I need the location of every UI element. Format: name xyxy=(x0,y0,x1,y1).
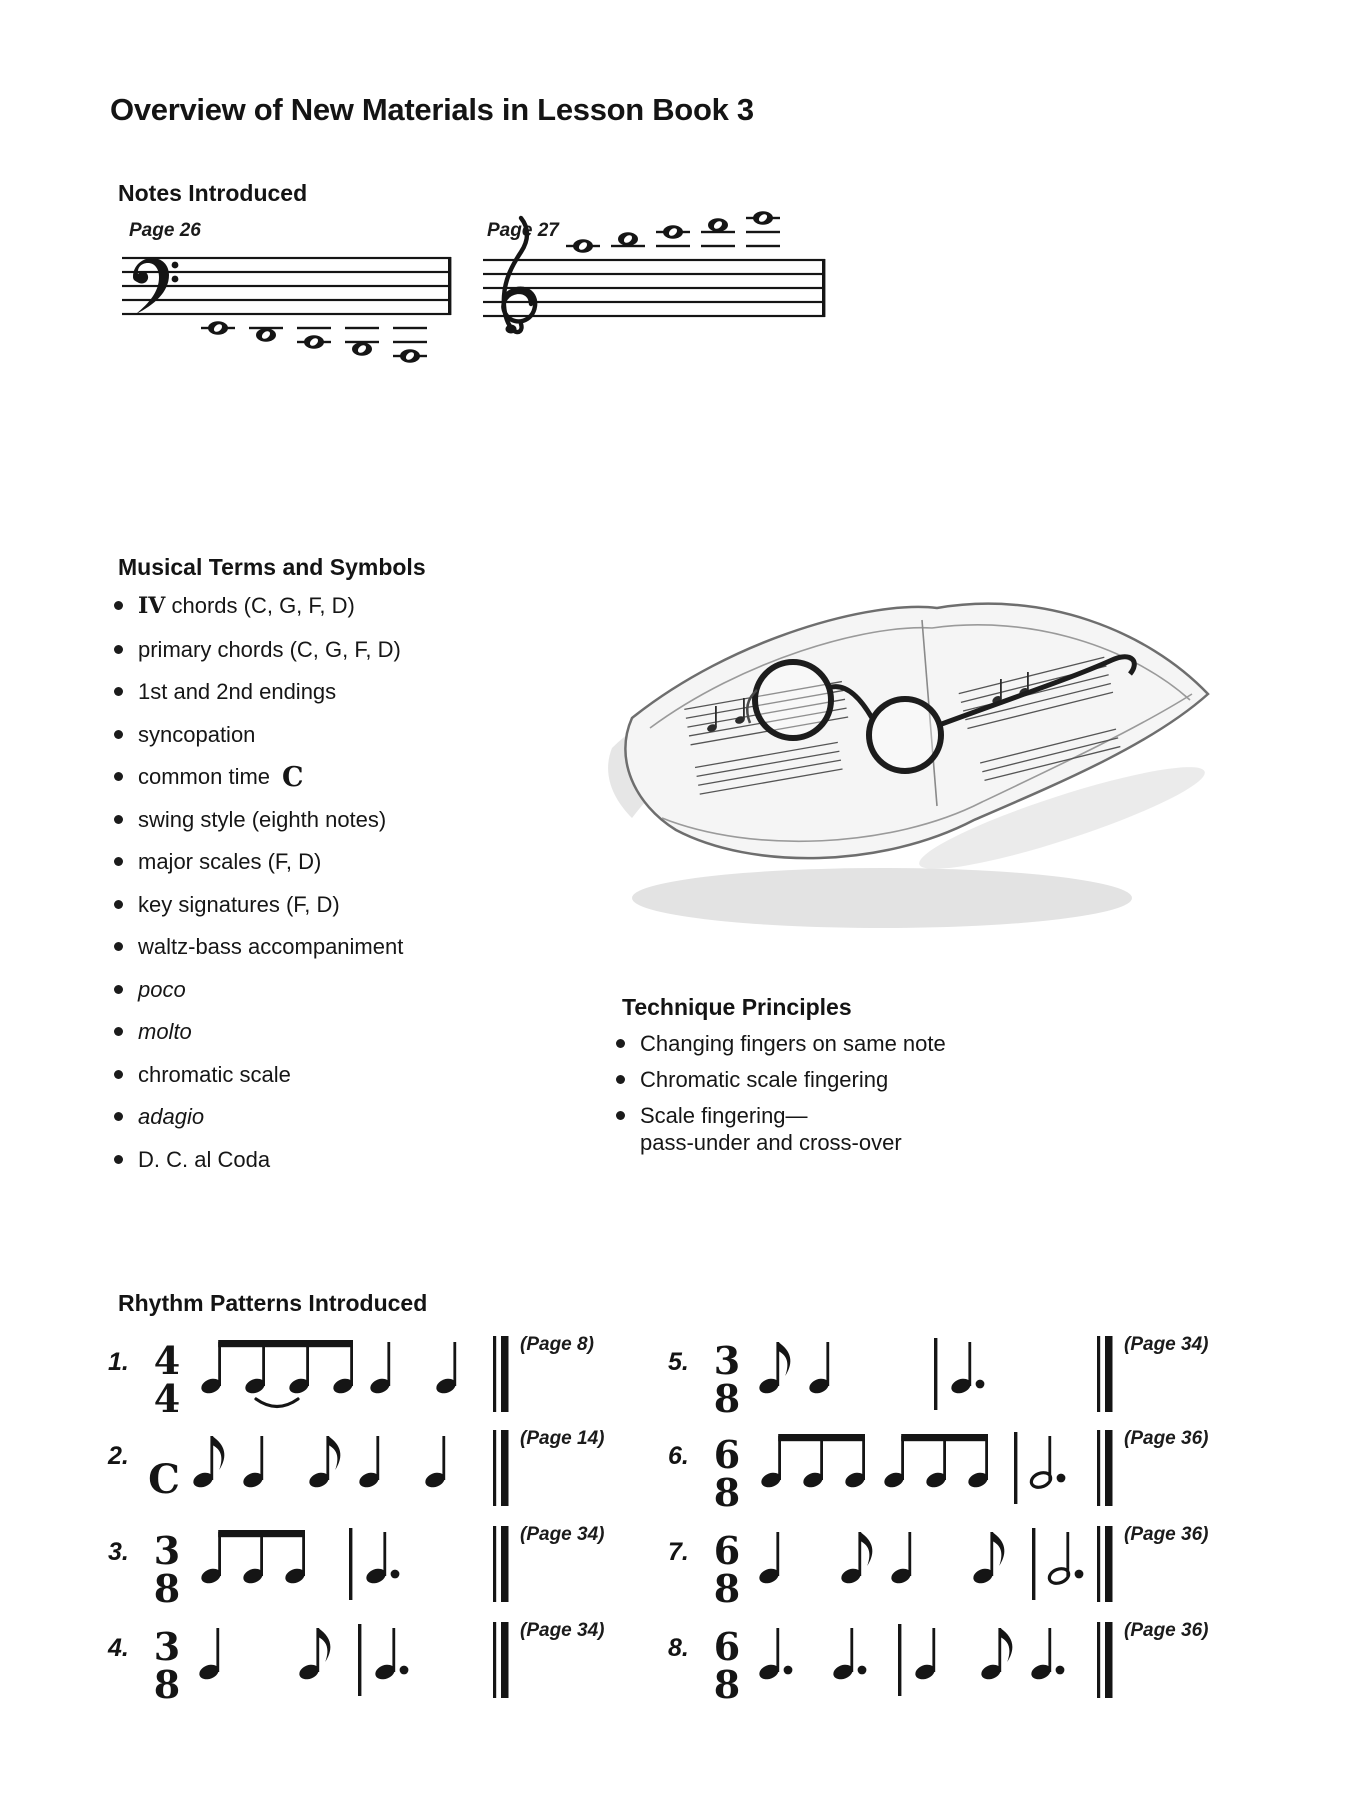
bullet-dot-icon xyxy=(114,985,123,994)
rhythm-notation xyxy=(704,1608,1116,1708)
rhythm-pattern-number: 4. xyxy=(108,1634,129,1662)
technique-principle-item xyxy=(616,1102,1086,1156)
musical-term-text: chromatic scale xyxy=(138,1061,291,1087)
musical-term-item xyxy=(114,762,554,793)
music-book-illustration xyxy=(592,568,1232,978)
svg-text:8: 8 xyxy=(153,1662,181,1707)
musical-term-item xyxy=(114,933,554,960)
roman-numeral: IV xyxy=(138,593,166,619)
svg-text:3: 3 xyxy=(713,1338,741,1383)
rhythm-page-ref: (Page 36) xyxy=(1124,1428,1209,1449)
bullet-dot-icon xyxy=(114,1027,123,1036)
rhythm-page-ref: (Page 8) xyxy=(520,1334,594,1355)
svg-text:4: 4 xyxy=(153,1338,181,1383)
svg-text:6: 6 xyxy=(713,1624,741,1669)
common-time-symbol: C xyxy=(282,762,304,793)
bullet-dot-icon xyxy=(616,1111,625,1120)
svg-text:8: 8 xyxy=(713,1662,741,1707)
rhythm-pattern-number: 1. xyxy=(108,1348,129,1376)
bullet-dot-icon xyxy=(114,1070,123,1079)
musical-term-text: primary chords (C, G, F, D) xyxy=(138,636,401,662)
musical-term-item xyxy=(114,636,554,663)
rhythm-notation xyxy=(144,1608,512,1708)
musical-term-item xyxy=(114,891,554,918)
svg-text:3: 3 xyxy=(153,1624,181,1669)
rhythm-page-ref: (Page 36) xyxy=(1124,1620,1209,1641)
bullet-dot-icon xyxy=(114,730,123,739)
musical-term-item xyxy=(114,1146,554,1173)
bullet-dot-icon xyxy=(114,1112,123,1121)
rhythm-pattern-number: 2. xyxy=(108,1442,129,1470)
bass-clef-staff xyxy=(122,246,454,371)
svg-text:C: C xyxy=(148,1456,180,1503)
bullet-dot-icon xyxy=(114,942,123,951)
rhythm-notation xyxy=(144,1416,512,1516)
musical-term-text: swing style (eighth notes) xyxy=(138,806,387,832)
rhythm-notation xyxy=(704,1512,1116,1612)
rhythm-pattern-number: 3. xyxy=(108,1538,129,1566)
musical-term-item xyxy=(114,721,554,748)
technique-principles-list xyxy=(616,1030,1086,1165)
rhythm-notation xyxy=(144,1322,512,1422)
musical-term-item xyxy=(114,806,554,833)
rhythm-pattern-number: 5. xyxy=(668,1348,689,1376)
rhythm-pattern-row xyxy=(668,1322,1208,1422)
rhythm-pattern-number: 7. xyxy=(668,1538,689,1566)
bullet-dot-icon xyxy=(114,601,123,610)
musical-term-text: D. C. al Coda xyxy=(138,1146,271,1172)
notes-introduced-heading: Notes Introduced xyxy=(118,180,308,206)
rhythm-pattern-row xyxy=(108,1608,604,1708)
staff-page-label-26: Page 26 xyxy=(129,220,201,241)
bullet-dot-icon xyxy=(114,1155,123,1164)
rhythm-pattern-row xyxy=(108,1416,604,1516)
musical-term-text: molto xyxy=(138,1019,192,1044)
musical-term-item xyxy=(114,1061,554,1088)
musical-term-text: adagio xyxy=(138,1104,205,1129)
rhythm-notation xyxy=(144,1512,512,1612)
svg-text:4: 4 xyxy=(153,1376,181,1421)
bullet-dot-icon xyxy=(114,815,123,824)
musical-term-text: 1st and 2nd endings xyxy=(138,679,337,704)
rhythm-pattern-row xyxy=(108,1322,594,1422)
technique-principle-text: Changing fingers on same note xyxy=(640,1031,946,1056)
rhythm-page-ref: (Page 14) xyxy=(520,1428,605,1449)
musical-term-item xyxy=(114,1103,554,1130)
rhythm-notation xyxy=(704,1322,1116,1422)
rhythm-pattern-number: 8. xyxy=(668,1634,689,1662)
rhythm-page-ref: (Page 34) xyxy=(520,1524,605,1545)
svg-text:3: 3 xyxy=(153,1528,181,1573)
musical-term-item xyxy=(114,1018,554,1045)
treble-clef-staff xyxy=(483,200,828,375)
svg-text:8: 8 xyxy=(713,1566,741,1611)
musical-term-text: syncopation xyxy=(138,721,256,747)
bullet-dot-icon xyxy=(616,1039,625,1048)
musical-term-text: common time C xyxy=(138,762,304,793)
rhythm-pattern-number: 6. xyxy=(668,1442,689,1470)
svg-text:8: 8 xyxy=(713,1376,741,1421)
musical-term-item xyxy=(114,592,554,620)
rhythm-pattern-row xyxy=(668,1416,1208,1516)
svg-text:8: 8 xyxy=(713,1470,741,1515)
technique-principle-text: Scale fingering— pass-under and cross-over xyxy=(640,1103,902,1155)
svg-text:6: 6 xyxy=(713,1432,741,1477)
rhythm-pattern-row xyxy=(108,1512,604,1612)
technique-principle-text: Chromatic scale fingering xyxy=(640,1067,889,1092)
musical-term-text: key signatures (F, D) xyxy=(138,891,340,917)
technique-principles-heading: Technique Principles xyxy=(622,994,852,1020)
bullet-dot-icon xyxy=(114,772,123,781)
musical-term-text: major scales (F, D) xyxy=(138,849,322,874)
rhythm-pattern-row xyxy=(668,1608,1208,1708)
bullet-dot-icon xyxy=(114,645,123,654)
technique-principle-item xyxy=(616,1030,1086,1057)
musical-term-text: IV chords (C, G, F, D) xyxy=(138,593,355,619)
rhythm-page-ref: (Page 34) xyxy=(520,1620,605,1641)
svg-text:6: 6 xyxy=(713,1528,741,1573)
musical-terms-list xyxy=(114,592,554,1188)
technique-principle-item xyxy=(616,1066,1086,1093)
rhythm-pattern-row xyxy=(668,1512,1208,1612)
staff-page-label-27: Page 27 xyxy=(487,220,559,241)
musical-term-item xyxy=(114,976,554,1003)
illustration-shadow xyxy=(632,868,1132,928)
rhythm-page-ref: (Page 34) xyxy=(1124,1334,1209,1355)
page-title: Overview of New Materials in Lesson Book 3 xyxy=(110,92,754,127)
musical-term-item xyxy=(114,678,554,705)
bullet-dot-icon xyxy=(616,1075,625,1084)
musical-terms-heading: Musical Terms and Symbols xyxy=(118,554,426,580)
musical-term-text: waltz-bass accompaniment xyxy=(138,934,404,959)
musical-term-item xyxy=(114,848,554,875)
svg-text:8: 8 xyxy=(153,1566,181,1611)
bullet-dot-icon xyxy=(114,900,123,909)
rhythm-page-ref: (Page 36) xyxy=(1124,1524,1209,1545)
rhythm-patterns-heading: Rhythm Patterns Introduced xyxy=(118,1290,428,1316)
musical-term-text: poco xyxy=(138,976,186,1002)
bullet-dot-icon xyxy=(114,687,123,696)
rhythm-notation xyxy=(704,1416,1116,1516)
bullet-dot-icon xyxy=(114,857,123,866)
